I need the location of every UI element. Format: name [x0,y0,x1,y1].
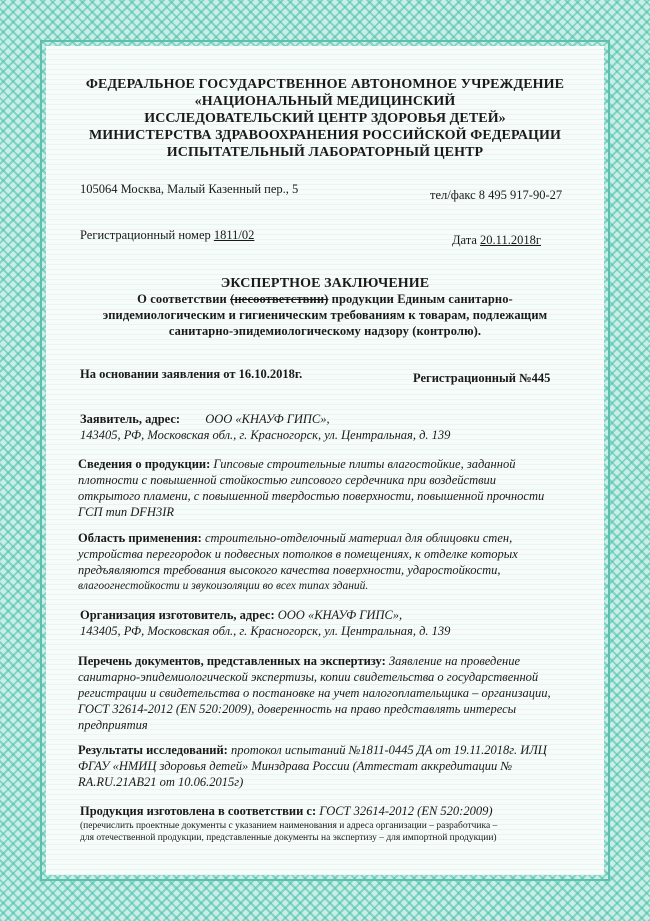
product-line4: ГСП тип DFH3IR [78,505,174,519]
org-phone: тел/факс 8 495 917-90-27 [430,188,563,202]
produced-note-line2: для отечественной продукции, представленные документы на экспертизу – для импортной продукции) [80,833,497,843]
applicant-line [80,411,330,427]
product-line3: открытого пламени, с повышенной твердостью поверхности, повышенной прочности [78,489,545,503]
date-value: 20.11.2018г [480,233,541,247]
documents-line5: предприятия [78,718,148,732]
product-info [78,456,573,520]
manufacturer-address: 143405, РФ, Московская обл., г. Красногорск, ул. Центральная, д. 139 [80,624,451,638]
application-scope [78,530,573,594]
documents-line3: регистрации и свидетельства о постановке на учет налогоплательщика – организации, [78,686,551,700]
org-header-line3: ИССЛЕДОВАТЕЛЬСКИЙ ЦЕНТР ЗДОРОВЬЯ ДЕТЕЙ» [144,111,506,126]
scope-line3: предъявляются требования высокого качества поверхности, ударостойкости, [78,563,501,577]
product-line2: плотности с повышенной стойкостью гипсового сердечника при воздействии [78,473,497,487]
title-line1-strike: (несоответствии) [230,292,329,306]
produced-value: ГОСТ 32614-2012 (EN 520:2009) [319,804,493,818]
documents-label: Перечень документов, представленных на экспертизу: [78,654,386,668]
results-label: Результаты исследований: [78,743,228,757]
applicant-name: ООО «КНАУФ ГИПС», [205,412,330,426]
documents-list [78,653,573,733]
product-line1: Гипсовые строительные плиты влагостойкие, заданной [213,457,516,471]
registration-number-row [80,227,254,243]
org-header-line4: МИНИСТЕРСТВА ЗДРАВООХРАНЕНИЯ РОССИЙСКОЙ ФЕДЕРАЦИИ [88,128,562,143]
title-line1 [0,291,650,308]
title-line2: эпидемиологическим и гигиеническим требованиям к товарам, подлежащим [102,308,548,322]
manufacturer-line [80,607,402,623]
org-header-line5: ИСПЫТАТЕЛЬНЫЙ ЛАБОРАТОРНЫЙ ЦЕНТР [166,145,484,160]
title-line1-pre: О соответствии [137,292,227,306]
registration-date-row [452,232,541,248]
results-line1: протокол испытаний №1811-0445 ДА от 19.11.2018г. ИЛЦ [230,743,547,757]
scope-line1: строительно-отделочный материал для облицовки стен, [204,531,513,545]
org-header-line2: «НАЦИОНАЛЬНЫЙ МЕДИЦИНСКИЙ [194,94,456,109]
documents-line2: санитарно-эпидемиологической экспертизы, копии свидетельства о государственной [78,670,539,684]
scope-line4: влагоогнестойкости и звукоизоляции во всех типах зданий. [78,580,369,592]
product-label: Сведения о продукции: [78,457,211,471]
produced-note-line1: (перечислить проектные документы с указанием наименования и адреса организации – разработчика – [80,821,498,831]
application-basis: На основании заявления от 16.10.2018г. [80,367,303,381]
scope-line2: устройства перегородок и подвесных потолков в помещениях, к отделке которых [78,547,518,561]
org-address: 105064 Москва, Малый Казенный пер., 5 [80,182,299,196]
applicant-address: 143405, РФ, Московская обл., г. Красногорск, ул. Центральная, д. 139 [80,428,451,442]
results-line3: RA.RU.21AB21 от 10.06.2015г) [78,775,244,789]
manufacturer-label: Организация изготовитель, адрес: [80,608,275,622]
registration-number: 1811/02 [213,228,255,242]
produced-accordance [80,803,493,819]
scope-label: Область применения: [78,531,202,545]
produced-label: Продукция изготовлена в соответствии с: [80,804,317,818]
date-label: Дата [452,233,477,247]
documents-line1: Заявление на проведение [388,654,521,668]
manufacturer-name: ООО «КНАУФ ГИПС», [277,608,403,622]
title-line3: санитарно-эпидемиологическому надзору (контролю). [168,324,482,338]
org-header-line1: ФЕДЕРАЛЬНОЕ ГОСУДАРСТВЕННОЕ АВТОНОМНОЕ УЧРЕЖДЕНИЕ [85,77,565,92]
applicant-label: Заявитель, адрес: [80,412,181,426]
title-line1-post: продукции Единым санитарно- [331,292,513,306]
registration-label: Регистрационный номер [80,228,211,242]
application-reg-number: Регистрационный №445 [413,371,551,385]
documents-line4: ГОСТ 32614-2012 (EN 520:2009), доверенность на право представлять интересы [78,702,517,716]
results-line2: ФГАУ «НМИЦ здоровья детей» Минздрава России (Аттестат аккредитации № [78,759,513,773]
document-title: ЭКСПЕРТНОЕ ЗАКЛЮЧЕНИЕ [220,276,430,291]
research-results [78,742,573,790]
